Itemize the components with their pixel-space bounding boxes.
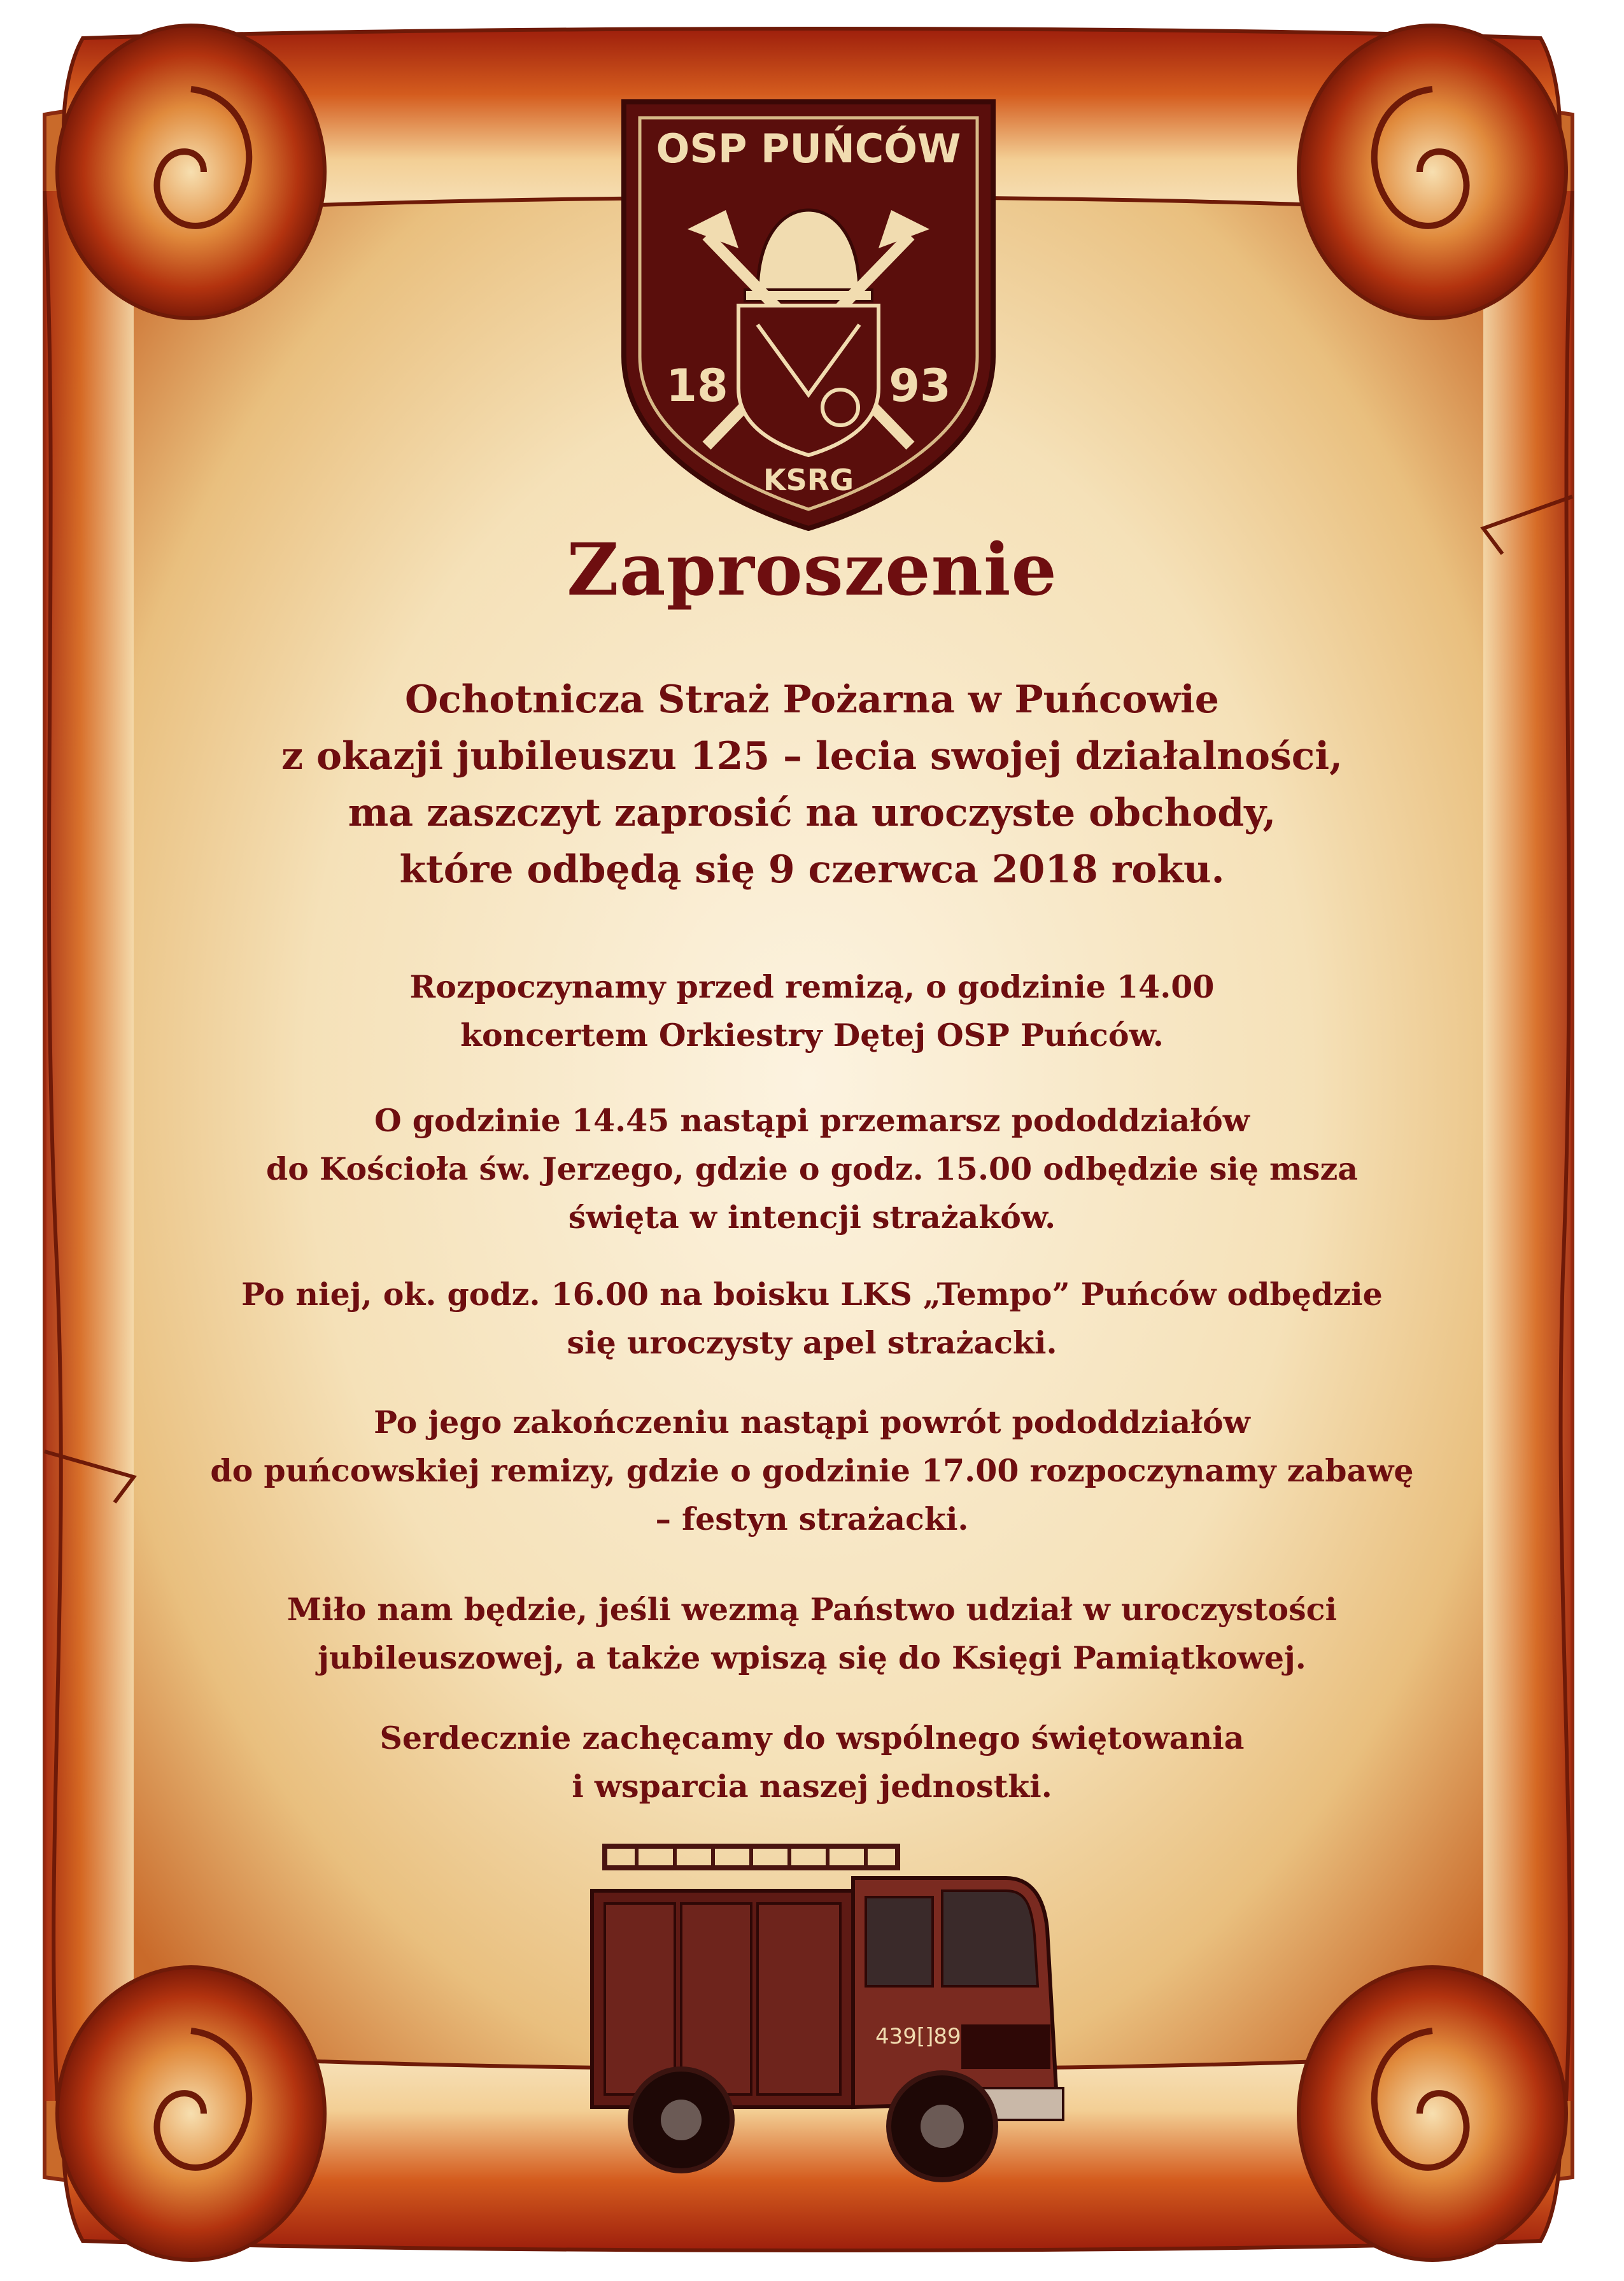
paragraph-line: koncertem Orkiestry Dętej OSP Puńców.: [460, 1017, 1164, 1054]
paragraph-line: święta w intencji strażaków.: [568, 1199, 1056, 1236]
paragraph-line: Po jego zakończeniu nastąpi powrót pododdziałów: [374, 1404, 1250, 1441]
badge-year-left: 18: [666, 360, 728, 412]
paragraph-line: się uroczysty apel strażacki.: [567, 1324, 1057, 1361]
lead-line: które odbędą się 9 czerwca 2018 roku.: [399, 847, 1225, 892]
paragraph-line: do Kościoła św. Jerzego, gdzie o godz. 15.00 odbędzie się msza: [265, 1150, 1359, 1187]
paragraph-march: [159, 1096, 1465, 1241]
paragraph-line: Miło nam będzie, jeśli wezmą Państwo udział w uroczystości: [286, 1591, 1338, 1628]
paragraph-closing: [159, 1714, 1465, 1811]
fire-truck-image: [586, 1833, 1070, 2190]
paragraph-line: Po niej, ok. godz. 16.00 na boisku LKS „Tempo” Puńców odbędzie: [241, 1276, 1383, 1313]
paragraph-festyn: [159, 1398, 1465, 1543]
paragraph-line: – festyn strażacki.: [655, 1501, 969, 1537]
lead-line: z okazji jubileuszu 125 – lecia swojej działalności,: [281, 734, 1343, 779]
page-title: Zaproszenie: [567, 528, 1057, 612]
paragraph-line: O godzinie 14.45 nastąpi przemarsz pododdziałów: [374, 1102, 1250, 1139]
paragraph-line: do puńcowskiej remizy, gdzie o godzinie 17.00 rozpoczynamy zabawę: [210, 1452, 1414, 1489]
paragraph-line: Rozpoczynamy przed remizą, o godzinie 14.00: [409, 968, 1215, 1005]
paragraph-line: i wsparcia naszej jednostki.: [572, 1768, 1052, 1805]
truck-number: 439[]89: [875, 2024, 961, 2049]
paragraph-apel: [159, 1270, 1465, 1367]
osp-badge: [611, 89, 1006, 535]
lead-line: ma zaszczyt zaprosić na uroczyste obchody,: [348, 791, 1276, 835]
paragraph-line: Serdecznie zachęcamy do wspólnego świętowania: [379, 1720, 1245, 1756]
lead-line: Ochotnicza Straż Pożarna w Puńcowie: [405, 677, 1219, 722]
badge-org-name: OSP PUŃCÓW: [656, 125, 961, 172]
paragraph-concert: [159, 963, 1465, 1059]
badge-abbr: KSRG: [763, 463, 854, 497]
paragraph-guestbook: [159, 1585, 1465, 1682]
lead-paragraph: [191, 672, 1433, 898]
fire-brigade-emblem-icon: [611, 89, 1006, 535]
fire-truck-icon: [586, 1833, 1070, 2190]
paragraph-line: jubileuszowej, a także wpiszą się do Księgi Pamiątkowej.: [318, 1639, 1306, 1676]
badge-year-right: 93: [889, 360, 951, 412]
